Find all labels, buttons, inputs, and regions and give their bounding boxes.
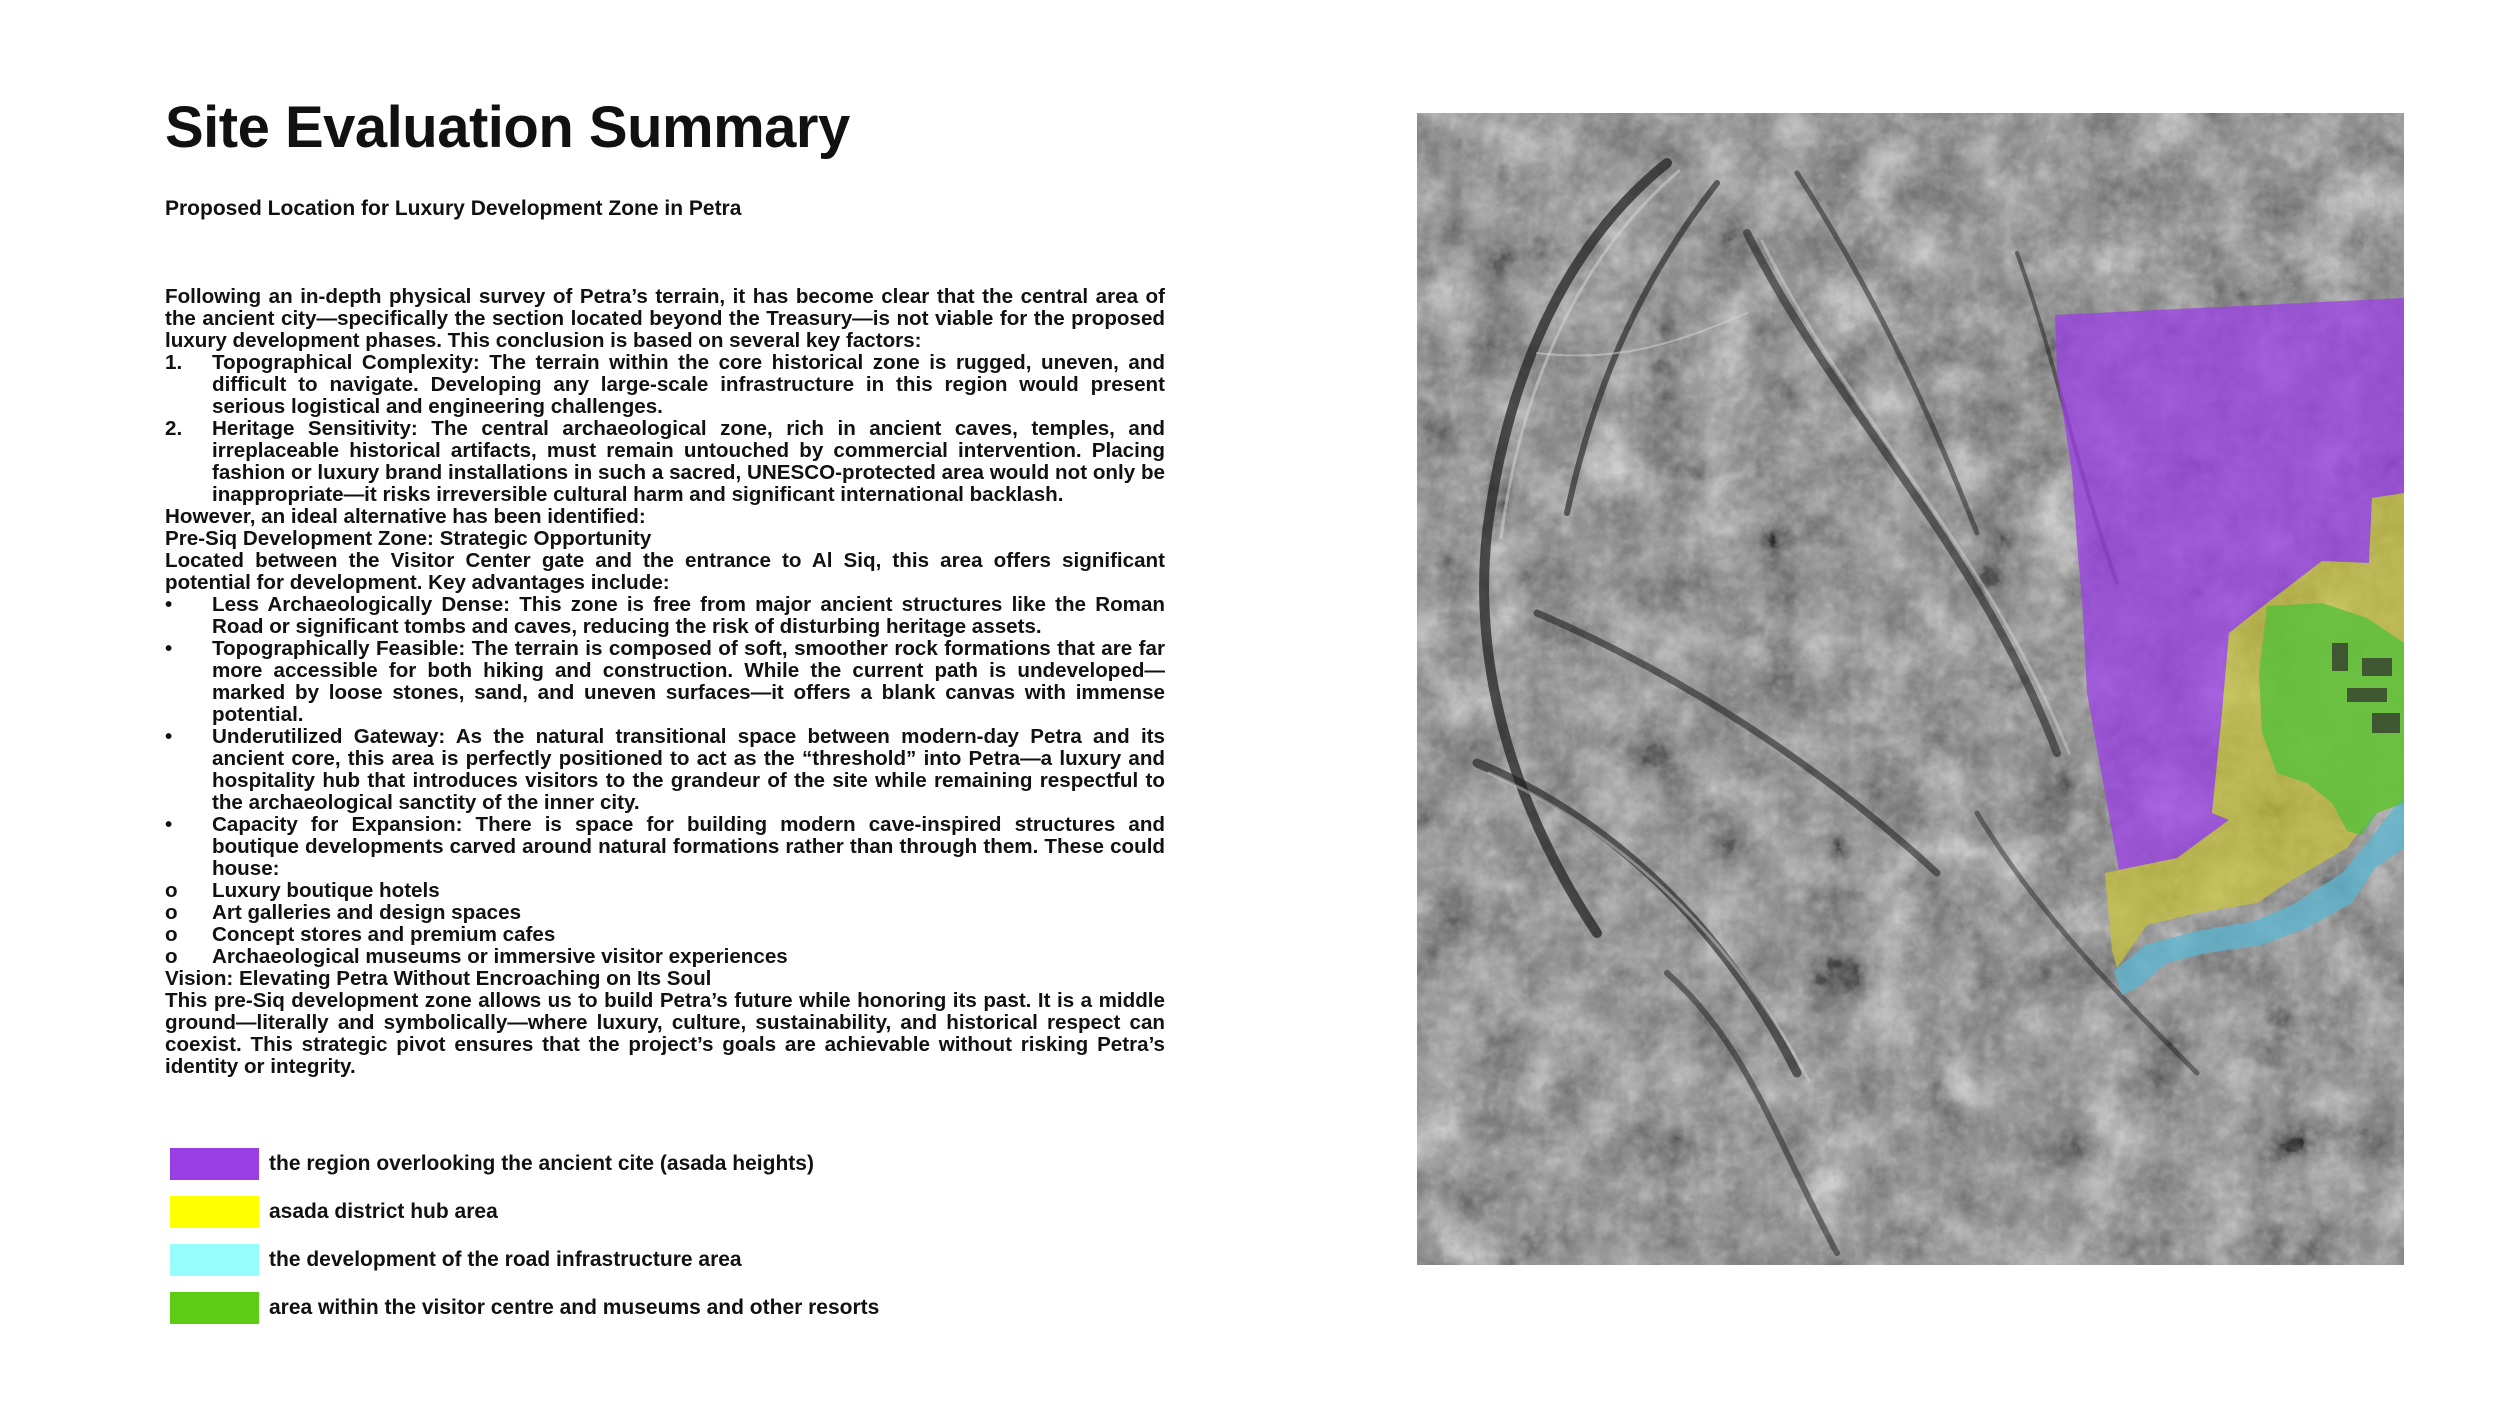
house-item [165, 880, 1165, 902]
sub-list-marker: o [165, 923, 178, 946]
house-item [165, 946, 1165, 968]
vision-text: This pre-Siq development zone allows us to build Petra’s future while honoring its past. It is a middle ground—literally and symbolically—where luxury, culture, sustainability, and historical respect can coexist. This strategic pivot ensures that the project’s goals are achievable without risking Petra’s identity or integrity. [165, 989, 1165, 1078]
vision-heading: Vision: Elevating Petra Without Encroaching on Its Soul [165, 967, 712, 990]
page-subtitle: Proposed Location for Luxury Development Zone in Petra [165, 197, 742, 220]
legend-label: asada district hub area [269, 1200, 498, 1223]
legend-swatch [170, 1244, 259, 1276]
factor-text: Heritage Sensitivity: The central archaeological zone, rich in ancient caves, temples, and irreplaceable historical artifacts, must remain untouched by commercial intervention. Placing fashion or luxury brand installations in such a sacred, UNESCO-protected area would not only be inappropriate—it risks irreversible cultural harm and significant international backlash. [212, 417, 1165, 506]
factor-item [165, 352, 1165, 418]
advantage-item [165, 638, 1165, 726]
sub-list-marker: o [165, 945, 178, 968]
intro-paragraph: Following an in-depth physical survey of Petra’s terrain, it has become clear that the central area of the ancient city—specifically the section located beyond the Treasury—is not viable for the proposed luxury development phases. This conclusion is based on several key factors: [165, 285, 1165, 352]
house-text: Art galleries and design spaces [212, 901, 522, 924]
sub-list-marker: o [165, 879, 178, 902]
legend-item-visitor [170, 1284, 1070, 1332]
zone-heading: Pre-Siq Development Zone: Strategic Opportunity [165, 527, 652, 550]
advantage-item [165, 726, 1165, 814]
evaluation-text [165, 286, 1165, 1078]
list-marker: 1. [165, 351, 183, 374]
house-text: Concept stores and premium cafes [212, 923, 556, 946]
bullet-marker: • [165, 813, 173, 836]
legend-swatch [170, 1148, 259, 1180]
factor-item [165, 418, 1165, 506]
legend-label: the development of the road infrastructure area [269, 1248, 742, 1271]
advantage-text: Topographically Feasible: The terrain is composed of soft, smoother rock formations that are far more accessible for both hiking and construction. While the current path is undeveloped—marked by loose stones, sand, and uneven surfaces—it offers a blank canvas with immense potential. [212, 637, 1165, 726]
advantage-item [165, 814, 1165, 880]
satellite-map-graphic [1417, 113, 2404, 1265]
house-item [165, 924, 1165, 946]
alternative-line: However, an ideal alternative has been identified: [165, 505, 646, 528]
legend-item-hub [170, 1188, 1070, 1236]
house-text: Luxury boutique hotels [212, 879, 440, 902]
zone-intro: Located between the Visitor Center gate and the entrance to Al Siq, this area offers significant potential for development. Key advantages include: [165, 549, 1165, 594]
legend-swatch [170, 1292, 259, 1324]
advantage-text: Underutilized Gateway: As the natural transitional space between modern-day Petra and its ancient core, this area is perfectly positioned to act as the “threshold” into Petra—a luxury and hospitality hub that introduces visitors to the grandeur of the site while remaining respectful to the archaeological sanctity of the inner city. [212, 725, 1165, 814]
bullet-marker: • [165, 637, 173, 660]
legend-swatch [170, 1196, 259, 1228]
map-legend [170, 1140, 1070, 1332]
legend-label: area within the visitor centre and museums and other resorts [269, 1296, 880, 1319]
house-item [165, 902, 1165, 924]
list-marker: 2. [165, 417, 183, 440]
page-title: Site Evaluation Summary [165, 95, 850, 160]
advantage-text: Less Archaeologically Dense: This zone is free from major ancient structures like the Roman Road or significant tombs and caves, reducing the risk of disturbing heritage assets. [212, 593, 1165, 638]
legend-label: the region overlooking the ancient cite (asada heights) [269, 1152, 814, 1175]
legend-item-heights [170, 1140, 1070, 1188]
house-text: Archaeological museums or immersive visitor experiences [212, 945, 788, 968]
sub-list-marker: o [165, 901, 178, 924]
bullet-marker: • [165, 725, 173, 748]
legend-item-road [170, 1236, 1070, 1284]
factor-text: Topographical Complexity: The terrain within the core historical zone is rugged, uneven, and difficult to navigate. Developing any large-scale infrastructure in this region would present serious logistical and engineering challenges. [212, 351, 1165, 418]
satellite-map [1417, 113, 2404, 1265]
advantage-item [165, 594, 1165, 638]
bullet-marker: • [165, 593, 173, 616]
advantage-text: Capacity for Expansion: There is space for building modern cave-inspired structures and boutique developments carved around natural formations rather than through them. These could house: [212, 813, 1165, 880]
